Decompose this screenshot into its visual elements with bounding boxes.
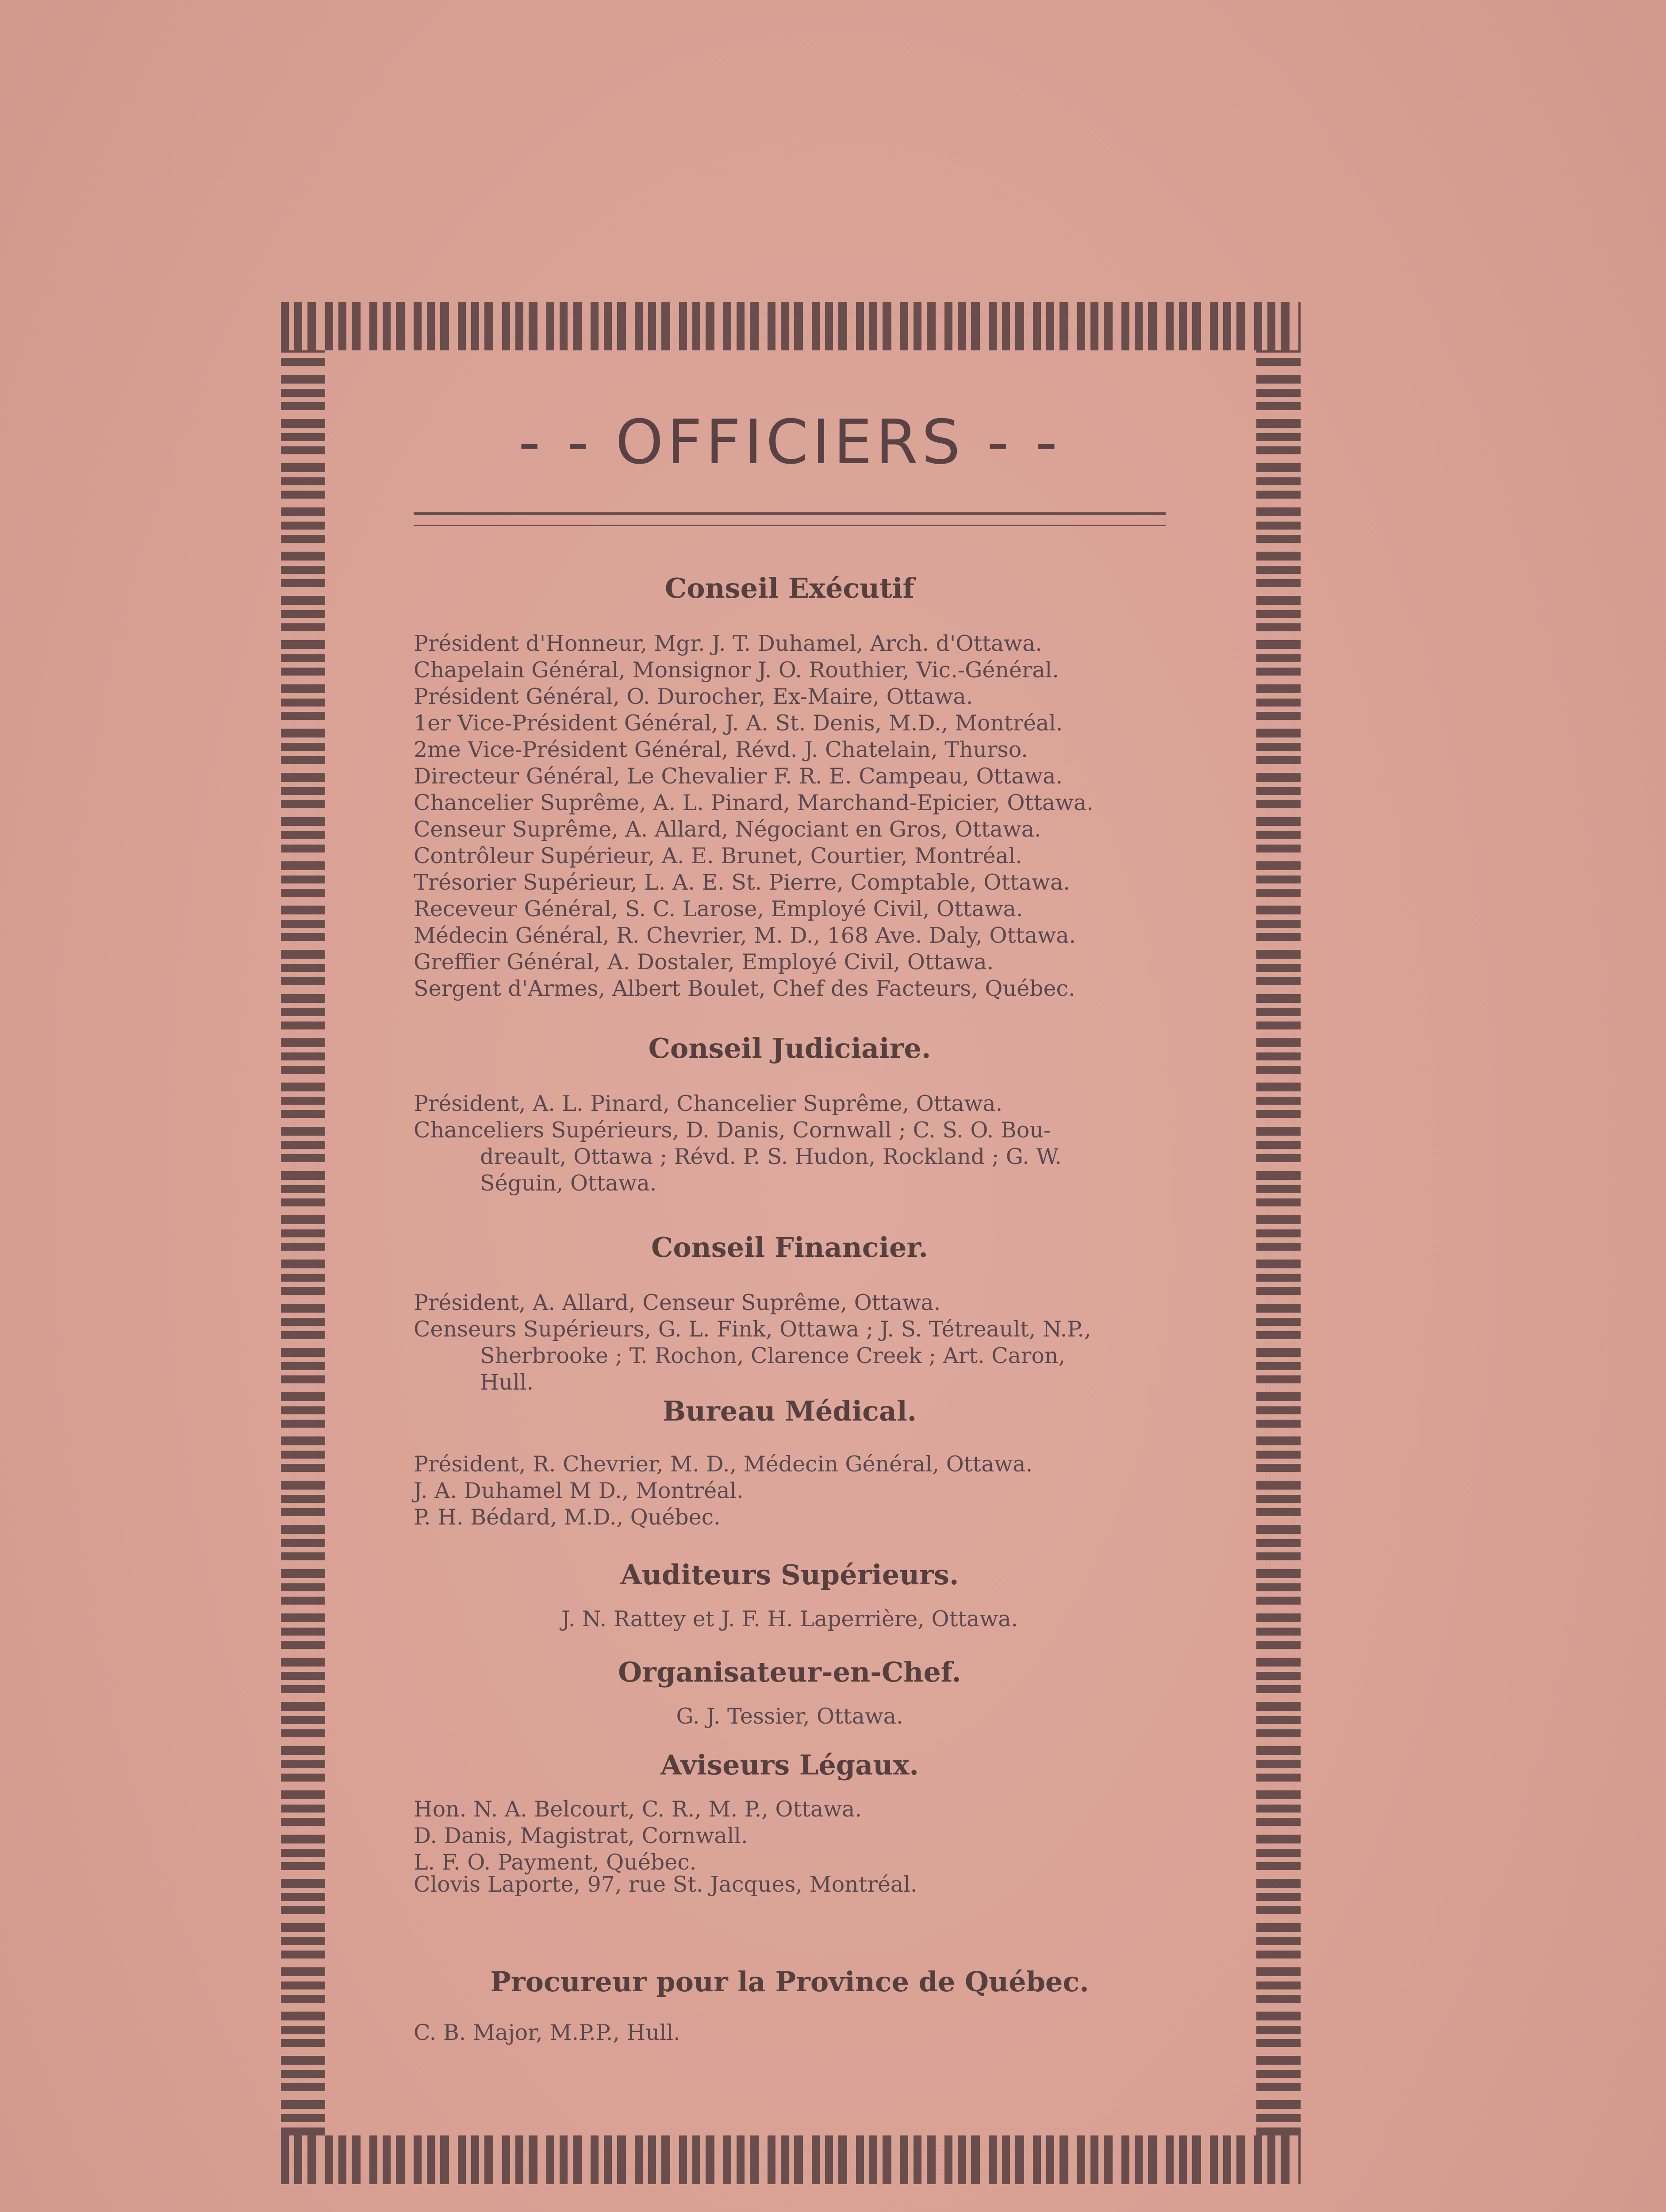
heading-conseil-judiciaire: Conseil Judiciaire. xyxy=(648,1032,931,1064)
heading-conseil-financier: Conseil Financier. xyxy=(651,1231,929,1263)
aviseurs-line: D. Danis, Magistrat, Cornwall. xyxy=(414,1823,748,1848)
heading-bureau-medical: Bureau Médical. xyxy=(662,1395,917,1427)
executif-line: Contrôleur Supérieur, A. E. Brunet, Courtier, Montréal. xyxy=(414,843,1022,868)
executif-line: Chapelain Général, Monsignor J. O. Routhier, Vic.-Général. xyxy=(414,657,1059,683)
financier-line: Sherbrooke ; T. Rochon, Clarence Creek ; Art. Caron, xyxy=(480,1343,1065,1368)
heading-aviseurs-legaux: Aviseurs Légaux. xyxy=(660,1749,919,1781)
frame-border-top xyxy=(281,302,1301,350)
aviseurs-line: Clovis Laporte, 97, rue St. Jacques, Montréal. xyxy=(414,1872,917,1897)
financier-line: Président, A. Allard, Censeur Suprême, Ottawa. xyxy=(414,1290,941,1315)
frame-border-left xyxy=(281,350,325,2135)
heading-auditeurs-superieurs: Auditeurs Supérieurs. xyxy=(620,1559,959,1591)
executif-line: Censeur Suprême, A. Allard, Négociant en Gros, Ottawa. xyxy=(414,817,1041,842)
frame-border-right xyxy=(1256,350,1301,2135)
executif-line: Greffier Général, A. Dostaler, Employé Civil, Ottawa. xyxy=(414,949,994,975)
organisateur-line: G. J. Tessier, Ottawa. xyxy=(676,1704,903,1729)
auditeurs-line: J. N. Rattey et J. F. H. Laperrière, Ottawa. xyxy=(561,1606,1018,1632)
executif-line: Président d'Honneur, Mgr. J. T. Duhamel, Arch. d'Ottawa. xyxy=(414,631,1042,656)
judiciaire-line: Président, A. L. Pinard, Chancelier Suprême, Ottawa. xyxy=(414,1091,1003,1116)
financier-line: Hull. xyxy=(480,1370,534,1395)
executif-line: Receveur Général, S. C. Larose, Employé Civil, Ottawa. xyxy=(414,896,1023,922)
procureur-line: C. B. Major, M.P.P., Hull. xyxy=(414,2020,680,2045)
medical-line: J. A. Duhamel M D., Montréal. xyxy=(414,1478,744,1503)
executif-line: 2me Vice-Président Général, Révd. J. Chatelain, Thurso. xyxy=(414,737,1028,762)
judiciaire-line: Chanceliers Supérieurs, D. Danis, Cornwall ; C. S. O. Bou- xyxy=(414,1118,1051,1143)
title-rule-thick xyxy=(414,512,1166,515)
frame-border-bottom xyxy=(281,2135,1301,2184)
judiciaire-line: Séguin, Ottawa. xyxy=(480,1171,657,1196)
executif-line: Directeur Général, Le Chevalier F. R. E. Campeau, Ottawa. xyxy=(414,764,1063,789)
judiciaire-line: dreault, Ottawa ; Révd. P. S. Hudon, Rockland ; G. W. xyxy=(480,1144,1062,1169)
officers-page xyxy=(414,398,1166,2079)
aviseurs-line: Hon. N. A. Belcourt, C. R., M. P., Ottawa. xyxy=(414,1797,862,1822)
financier-line: Censeurs Supérieurs, G. L. Fink, Ottawa ; J. S. Tétreault, N.P., xyxy=(414,1317,1091,1342)
executif-line: Trésorier Supérieur, L. A. E. St. Pierre, Comptable, Ottawa. xyxy=(414,870,1070,895)
executif-line: Chancelier Suprême, A. L. Pinard, Marchand-Epicier, Ottawa. xyxy=(414,790,1094,815)
executif-line: 1er Vice-Président Général, J. A. St. Denis, M.D., Montréal. xyxy=(414,710,1063,736)
heading-conseil-executif: Conseil Exécutif xyxy=(664,572,915,604)
title-rule-thin xyxy=(414,525,1166,526)
heading-procureur-quebec: Procureur pour la Province de Québec. xyxy=(490,1966,1089,1998)
heading-organisateur-en-chef: Organisateur-en-Chef. xyxy=(618,1656,961,1688)
executif-line: Président Général, O. Durocher, Ex-Maire, Ottawa. xyxy=(414,684,973,709)
page-title: - - OFFICIERS - - xyxy=(518,407,1061,478)
executif-line: Médecin Général, R. Chevrier, M. D., 168 Ave. Daly, Ottawa. xyxy=(414,923,1076,948)
aviseurs-line: L. F. O. Payment, Québec. xyxy=(414,1850,697,1875)
executif-line: Sergent d'Armes, Albert Boulet, Chef des Facteurs, Québec. xyxy=(414,976,1075,1001)
medical-line: Président, R. Chevrier, M. D., Médecin Général, Ottawa. xyxy=(414,1452,1033,1477)
medical-line: P. H. Bédard, M.D., Québec. xyxy=(414,1505,721,1530)
